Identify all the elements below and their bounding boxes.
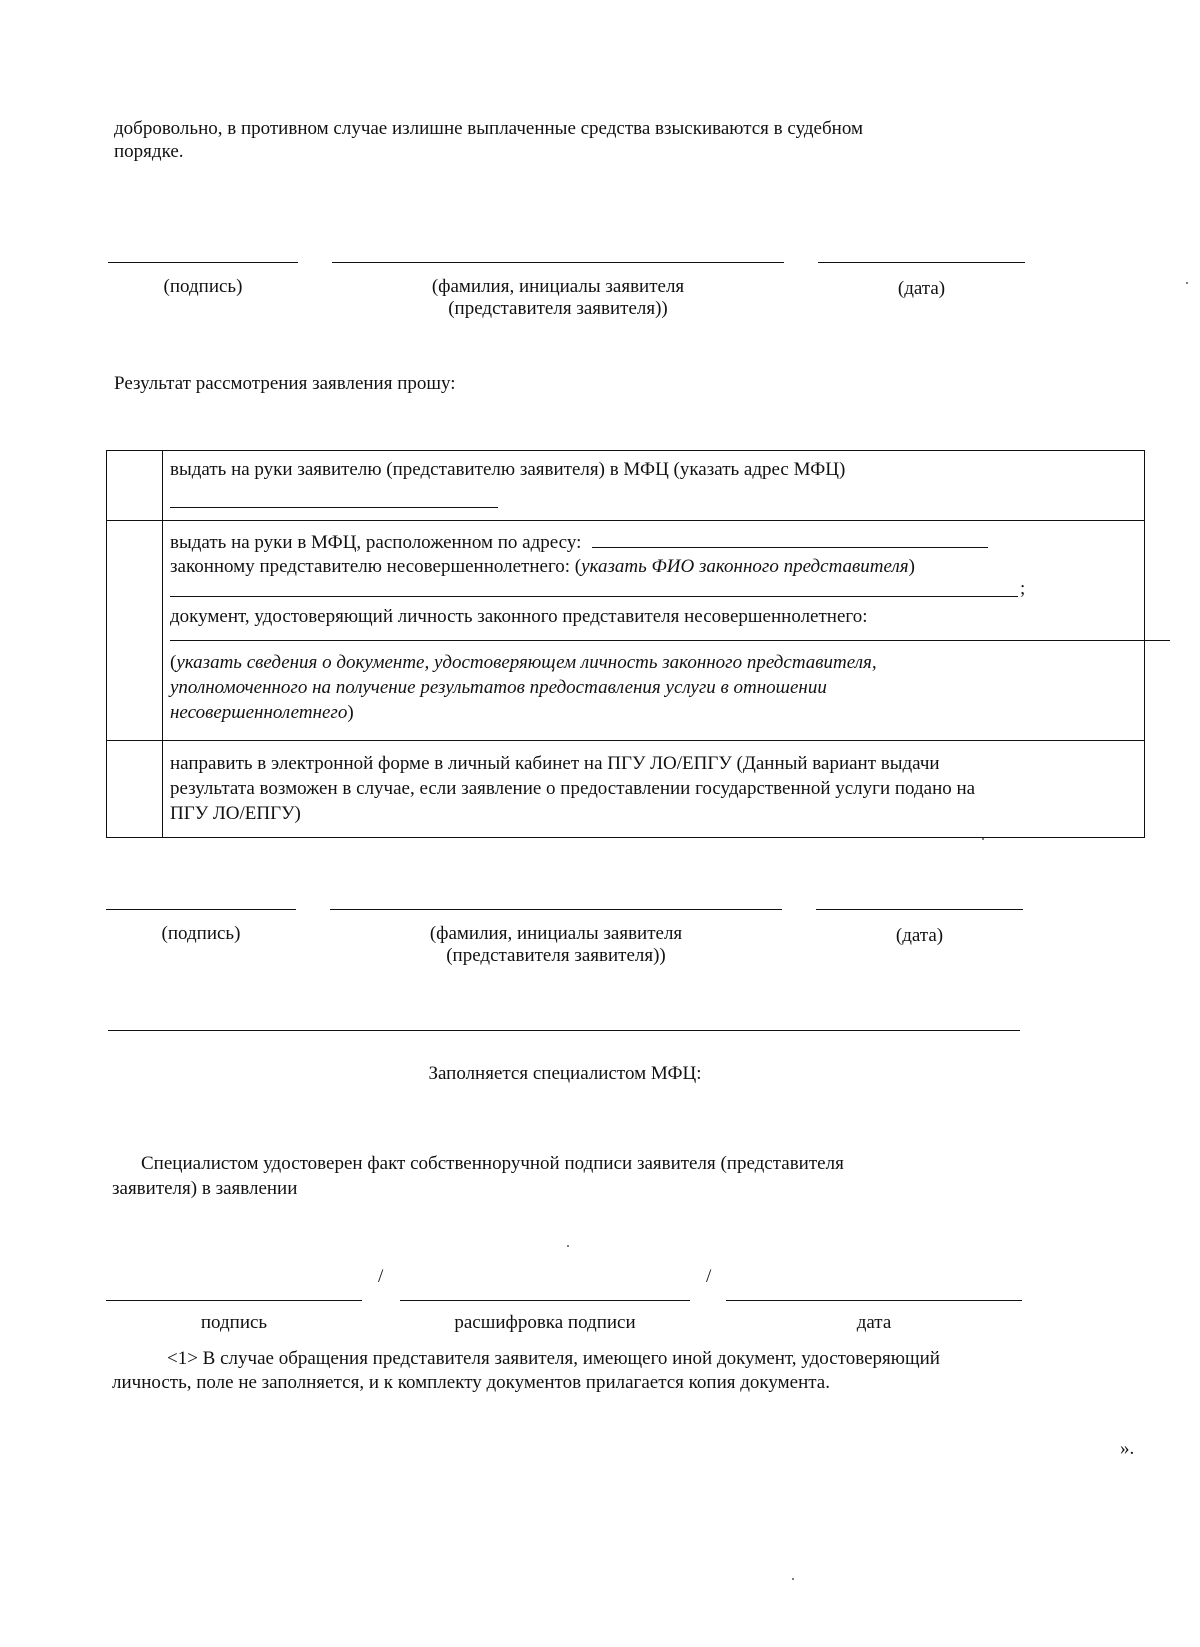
name-line-2 [330, 909, 782, 910]
document-info-line [170, 640, 1170, 641]
scan-speck [982, 838, 984, 840]
option-1-checkbox[interactable] [107, 451, 163, 521]
note-line-1: указать сведения о документе, удостоверяющем личность законного представителя, [176, 652, 877, 673]
option-2-checkbox[interactable] [107, 521, 163, 741]
scan-speck [567, 1245, 569, 1247]
footnote-line-2: личность, поле не заполняется, и к комплекту документов прилагается копия документа. [112, 1372, 830, 1393]
specialist-date-label: дата [856, 1312, 892, 1333]
specialist-signature-label: подпись [200, 1312, 268, 1333]
note-line-3: несовершеннолетнего [170, 702, 348, 723]
option-2-content [163, 521, 1145, 741]
option-2-line-2 [170, 556, 1138, 578]
mfc-heading: Заполняется специалистом МФЦ: [428, 1063, 702, 1084]
representative-hint-close: ) [908, 556, 915, 577]
note-close: ) [347, 702, 354, 723]
option-2-document-line-row [170, 628, 1138, 650]
intro-line-2: порядке. [114, 141, 184, 162]
specialist-signature-line [106, 1300, 362, 1301]
option-1-text: выдать на руки заявителю (представителю заявителя) в МФЦ (указать адрес МФЦ) [170, 459, 846, 480]
result-prompt: Результат рассмотрения заявления прошу: [114, 373, 456, 394]
option-2-representative-line-row [170, 578, 1138, 602]
closing-quote-mark: ». [1120, 1438, 1135, 1459]
option-1-content [163, 451, 1145, 521]
section-separator [108, 1030, 1020, 1031]
name-label-line-2: (представителя заявителя)) [448, 298, 668, 319]
representative-label: законному представителю несовершеннолетнего: ( [170, 556, 582, 577]
option-3-content [163, 741, 1145, 838]
footnote-line-1: <1> В случае обращения представителя заявителя, имеющего иной документ, удостоверяющий [167, 1348, 940, 1369]
specialist-decoding-label: расшифровка подписи [454, 1312, 636, 1333]
option-2-line-1 [170, 531, 1138, 554]
specialist-date-line [726, 1300, 1022, 1301]
representative-name-line [170, 596, 1018, 597]
semicolon: ; [1020, 578, 1026, 599]
certification-line-2: заявителя) в заявлении [112, 1178, 298, 1199]
note-open: ( [170, 652, 177, 673]
name-label-2-line-2: (представителя заявителя)) [446, 945, 666, 966]
date-label-2: (дата) [895, 925, 944, 946]
name-label [332, 276, 784, 320]
intro-line-1: добровольно, в противном случае излишне выплаченные средства взыскиваются в судебном [114, 118, 863, 139]
signature-label: (подпись) [163, 276, 243, 297]
option-3-line-2: результата возможен в случае, если заявление о предоставлении государственной услуги подано на [170, 778, 976, 799]
option-3-line-1: направить в электронной форме в личный кабинет на ПГУ ЛО/ЕПГУ (Данный вариант выдачи [170, 753, 940, 774]
name-line [332, 262, 784, 263]
option-1-address-line [170, 507, 498, 508]
name-label-line-1: (фамилия, инициалы заявителя [431, 276, 685, 297]
specialist-decoding-line [400, 1300, 690, 1301]
certification-line-1: Специалистом удостоверен факт собственноручной подписи заявителя (представителя [141, 1153, 844, 1174]
delivery-options-table [106, 450, 1145, 838]
option-2-address-label: выдать на руки в МФЦ, расположенном по адресу: [170, 532, 582, 553]
slash-2: / [706, 1266, 712, 1287]
signature-line-2 [106, 909, 296, 910]
option-3-checkbox[interactable] [107, 741, 163, 838]
date-line [818, 262, 1025, 263]
option-3-line-3: ПГУ ЛО/ЕПГУ) [170, 803, 301, 824]
signature-label-2: (подпись) [161, 923, 241, 944]
name-label-2 [330, 923, 782, 967]
note-line-2: уполномоченного на получение результатов предоставления услуги в отношении [170, 677, 827, 698]
signature-line [108, 262, 298, 263]
option-2-address-line [592, 531, 988, 548]
scan-speck [1186, 282, 1188, 284]
scan-speck [792, 1578, 794, 1580]
representative-hint: указать ФИО законного представителя [581, 556, 909, 577]
name-label-2-line-1: (фамилия, инициалы заявителя [429, 923, 683, 944]
option-2-line-3: документ, удостоверяющий личность законного представителя несовершеннолетнего: [170, 606, 868, 627]
date-label: (дата) [897, 278, 946, 299]
option-2-note [170, 650, 1138, 725]
date-line-2 [816, 909, 1023, 910]
slash-1: / [378, 1266, 384, 1287]
